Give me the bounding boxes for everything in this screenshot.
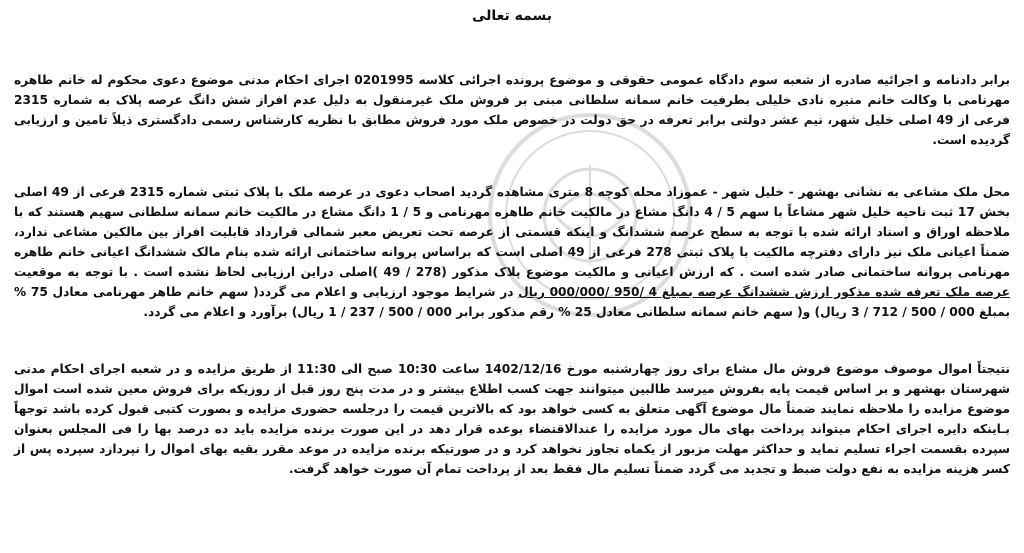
paragraph-case-intro: برابر دادنامه و اجرائیه صادره از شعبه سوم دادگاه عمومی حقوقی و موضوع پرونده اجرائی کلاسه 0201995 اجرای احکام مدنی موضوع دعوی محکوم له خانم طاهره مهرنامی با وکالت خانم منیره نادی خلیلی بطرفیت خانم سمانه سلطانی مبنی بر فروش ملک غیرمنقول به دلیل عدم افراز شش دانگ عرصه پلاک به شماره 2315 فرعی از 49 اصلی خلیل شهر، نیم عشر دولتی برابر تعرفه در حق دولت در خصوص ملک مورد فروش مطابق با نظریه کارشناس رسمی دادگستری ذیلاً تامین و ارزیابی گردیده است.	[14, 73, 1011, 147]
assessment-value-emphasis: عرصه ملک تعرفه شده مذکور ارزش ششدانگ عرصه بمبلغ 4 /950 /000/000 ریال	[518, 285, 1010, 299]
assessment-shares-text: در شرایط موجود ارزیابی و اعلام می گردد( سهم خانم طاهر مهرنامی معادل 75 % بمبلغ 000 / 500 / 712 / 3 ریال) و( سهم خانم سمانه سلطانی معادل 25 % رقم مذکور برابر 000 / 500 / 237 / 1 ریال) برآورد و اعلام می گردد.	[14, 285, 1010, 319]
assessment-text: محل ملک مشاعی به نشانی بهشهر - خلیل شهر - عموزاد محله کوچه 8 متری مشاهده گردید اصحاب دعوی در عرصه ملک با پلاک ثبتی شماره 2315 فرعی از 49 اصلی بخش 17 ثبت ناحیه خلیل شهر مشاعاً با سهم 5 / 4 دانگ مشاع در مالکیت خانم طاهره مهرنامی و 5 / 1 دانگ مشاع در مالکیت خانم سمانه سلطانی سهیم هستند که با ملاحظه اوراق و اسناد ارائه شده با توجه به سطح عرصه ششدانگ و اینکه قسمتی از عرصه تحت تعریض معبر شمالی قرارداد قابلیت افراز بین مالکین مشاعی ندارد، ضمناً اعیانی ملک نیز دارای دفترچه مالکیت با پلاک ثبتی 278 فرعی از 49 اصلی است که براساس پروانه ساختمانی ارائه شده بنام مالک ششدانگ اعیانی خانم طاهره مهرنامی پروانه ساختمانی صادر شده است . که ارزش اعیانی و مالکیت موضوع پلاک مذکور (278 / 49 )اصلی دراین ارزیابی لحاظ نشده است . با توجه به موقعیت	[14, 185, 1011, 279]
paragraph-auction-terms: نتیجتاً اموال موصوف موضوع فروش مال مشاع برای روز چهارشنبه مورخ 1402/12/16 ساعت 10:30 صبح الی 11:30 از طریق مزایده و در شعبه اجرای احکام مدنی شهرستان بهشهر و بر اساس قیمت پایه بفروش میرسد طالبین میتوانند جهت کسب اطلاع بیشتر و در مدت پنج روز قبل از روزیکه برای فروش معین شده است اموال موضوع مزایده را ملاحظه نمایند ضمناً مال موضوع آگهی متعلق به کسی خواهد بود که بالاترین قیمت را درجلسه حضوری مزایده و بصورت کتبی قبول کرده باشد توجهاً بـاینکه دایره اجرای احکام میتواند پرداخت بهای مال مورد مزایده را عندالاقتضاء بوعده قرار دهد در این صورت برنده مزایده باید ده درصد بها را فی المجلس بعنوان سپرده بقسمت اجراء تسلیم نماید و حداکثر مهلت مزبور از یکماه تجاوز نخواهد کرد و در صورتیکه برنده مزایده در موعد مقرر بقیه بهای اموال را نپردازد سپرده پس از کسر هزینه مزایده به نفع دولت ضبط و تجدید می گردد ضمناً تسلیم مال فقط بعد از پرداخت تمام آن صورت خواهد گرفت.	[14, 362, 1010, 476]
paragraph-property-assessment	[14, 182, 1010, 322]
page-title: بسمه تعالی	[471, 8, 553, 24]
